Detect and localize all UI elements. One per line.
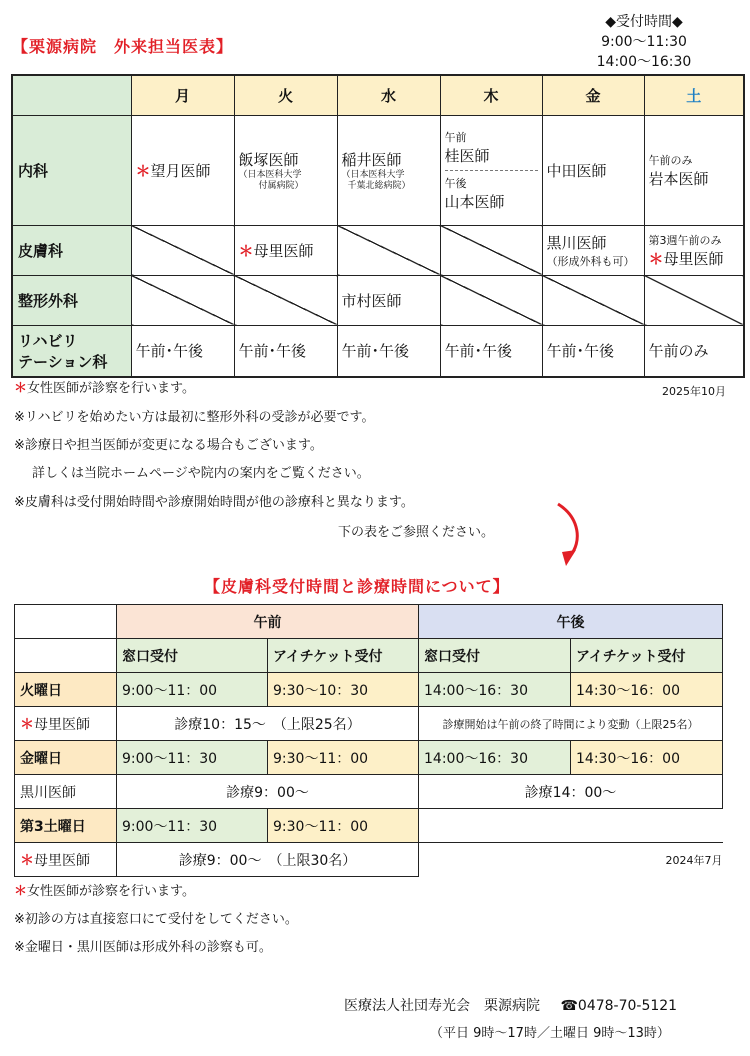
seikei-tue-closed (234, 275, 337, 325)
doctor-label: 黒川医師 (15, 775, 117, 809)
note-change: ※診療日や担当医師が変更になる場合もございます。 (14, 438, 323, 453)
bottom-female-note: ＊女性医師が診察を行います。 (14, 884, 195, 899)
bottom-note-friday: ※金曜日・黒川医師は形成外科の診察も可。 (14, 940, 272, 955)
seikei-wed: 市村医師 (337, 275, 440, 325)
am-aichi: 9:30〜10：30 (268, 673, 419, 707)
derm-subheader-row (15, 639, 723, 673)
female-mark-icon: ＊ (20, 852, 34, 869)
naika-tue: 飯塚医師 （日本医科大学 付属病院） (234, 115, 337, 225)
bottom-note-first-visit: ※初診の方は直接窓口にて受付をしてください。 (14, 912, 298, 927)
naika-mon: ＊望月医師 (131, 115, 234, 225)
header-row (12, 75, 744, 115)
empty-cell (419, 809, 723, 843)
rehab-fri: 午前･午後 (542, 325, 644, 377)
note-derm: ※皮膚科は受付開始時間や診療開始時間が他の診療科と異なります。 (14, 495, 414, 510)
am-window-header: 窓口受付 (117, 639, 268, 673)
naika-thu: 午前 桂医師 午後 山本医師 (440, 115, 542, 225)
doctor-label: ＊母里医師 (15, 707, 117, 741)
am-window: 9:00〜11：30 (117, 809, 268, 843)
pm-window: 14:00〜16：30 (419, 741, 571, 775)
day-thu: 木 (440, 75, 542, 115)
hifu-tue: ＊母里医師 (234, 225, 337, 275)
sat-doctor-row (15, 843, 723, 877)
dept-seikei: 整形外科 (12, 275, 131, 325)
hifu-thu-closed (440, 225, 542, 275)
tue-row (15, 673, 723, 707)
derm-hours-table (14, 604, 723, 877)
phone-number: 0478-70-5121 (577, 998, 678, 1014)
pm-consult: 診療開始は午前の終了時間により変動（上限25名） (419, 707, 723, 741)
derm-header-row (15, 605, 723, 639)
am-aichi-header: アイチケット受付 (268, 639, 419, 673)
hifu-mon-closed (131, 225, 234, 275)
derm-am-header: 午前 (117, 605, 419, 639)
seikei-mon-closed (131, 275, 234, 325)
pm-window-header: 窓口受付 (419, 639, 571, 673)
female-mark-icon: ＊ (14, 381, 28, 396)
day-label: 金曜日 (15, 741, 117, 775)
reception-label: ◆受付時間◆ (605, 14, 683, 30)
day-tue: 火 (234, 75, 337, 115)
hifu-wed-closed (337, 225, 440, 275)
derm-section-title: 【皮膚科受付時間と診療時間について】 (204, 577, 510, 596)
reception-pm: 14:00〜16:30 (596, 54, 692, 70)
rehab-tue: 午前･午後 (234, 325, 337, 377)
naika-wed: 稲井医師 （日本医科大学 千葉北総病院） (337, 115, 440, 225)
phone-icon: ☎ (560, 998, 578, 1014)
am-aichi: 9:30〜11：00 (268, 741, 419, 775)
hifu-row (12, 225, 744, 275)
note-see-below: 下の表をご参照ください。 (338, 525, 495, 540)
footer-contact (344, 995, 677, 1015)
rehab-wed: 午前･午後 (337, 325, 440, 377)
seikei-fri-closed (542, 275, 644, 325)
fri-doctor-row (15, 775, 723, 809)
page-title: 【栗源病院 外来担当医表】 (12, 37, 234, 56)
reception-hours (584, 12, 704, 72)
dept-naika: 内科 (12, 115, 131, 225)
pm-aichi: 14:30〜16：00 (571, 741, 723, 775)
reception-am: 9:00〜11:30 (601, 34, 687, 50)
derm-table-date: 2024年7月 (419, 843, 723, 877)
dept-rehab: リハビリ テーション科 (12, 325, 131, 377)
doctor-label: ＊母里医師 (15, 843, 117, 877)
am-consult: 診療10：15〜 （上限25名） (117, 707, 419, 741)
rehab-sat: 午前のみ (644, 325, 744, 377)
rehab-mon: 午前･午後 (131, 325, 234, 377)
pm-aichi: 14:30〜16：00 (571, 673, 723, 707)
am-window: 9:00〜11：00 (117, 673, 268, 707)
divider (445, 170, 538, 171)
naika-row (12, 115, 744, 225)
day-label: 第3土曜日 (15, 809, 117, 843)
note-details: 詳しくは当院ホームページや院内の案内をご覧ください。 (32, 466, 370, 481)
day-fri: 金 (542, 75, 644, 115)
note-rehab: ※リハビリを始めたい方は最初に整形外科の受診が必要です。 (14, 410, 375, 425)
day-mon: 月 (131, 75, 234, 115)
rehab-row (12, 325, 744, 377)
am-consult: 診療9：00〜 （上限30名） (117, 843, 419, 877)
am-window: 9:00〜11：30 (117, 741, 268, 775)
fri-row (15, 741, 723, 775)
pm-consult: 診療14：00〜 (419, 775, 723, 809)
seikei-sat-closed (644, 275, 744, 325)
tue-doctor-row (15, 707, 723, 741)
dept-hifu: 皮膚科 (12, 225, 131, 275)
female-mark-icon: ＊ (20, 716, 34, 733)
corner-cell (12, 75, 131, 115)
seikei-row (12, 275, 744, 325)
rehab-thu: 午前･午後 (440, 325, 542, 377)
hifu-sat: 第3週午前のみ ＊母里医師 (644, 225, 744, 275)
pm-window: 14:00〜16：30 (419, 673, 571, 707)
hospital-name: 医療法人社団寿光会 栗源病院 (344, 998, 540, 1014)
female-mark-icon: ＊ (238, 241, 254, 260)
sat-row (15, 809, 723, 843)
female-mark-icon: ＊ (14, 884, 28, 899)
pm-aichi-header: アイチケット受付 (571, 639, 723, 673)
am-consult: 診療9：00〜 (117, 775, 419, 809)
derm-corner (15, 605, 117, 639)
hifu-fri: 黒川医師 （形成外科も可） (542, 225, 644, 275)
day-label: 火曜日 (15, 673, 117, 707)
seikei-thu-closed (440, 275, 542, 325)
female-note: ＊女性医師が診察を行います。 (14, 381, 195, 396)
derm-pm-header: 午後 (419, 605, 723, 639)
footer-hours: （平日 9時〜17時／土曜日 9時〜13時） (430, 1026, 670, 1041)
female-mark-icon: ＊ (135, 161, 151, 180)
am-aichi: 9:30〜11：00 (268, 809, 419, 843)
main-table-date: 2025年10月 (662, 385, 726, 398)
curved-arrow-icon (550, 500, 590, 572)
day-sat: 土 (644, 75, 744, 115)
naika-sat: 午前のみ 岩本医師 (644, 115, 744, 225)
outpatient-schedule-table (11, 74, 745, 378)
day-wed: 水 (337, 75, 440, 115)
derm-corner-2 (15, 639, 117, 673)
female-mark-icon: ＊ (648, 249, 664, 268)
naika-fri: 中田医師 (542, 115, 644, 225)
